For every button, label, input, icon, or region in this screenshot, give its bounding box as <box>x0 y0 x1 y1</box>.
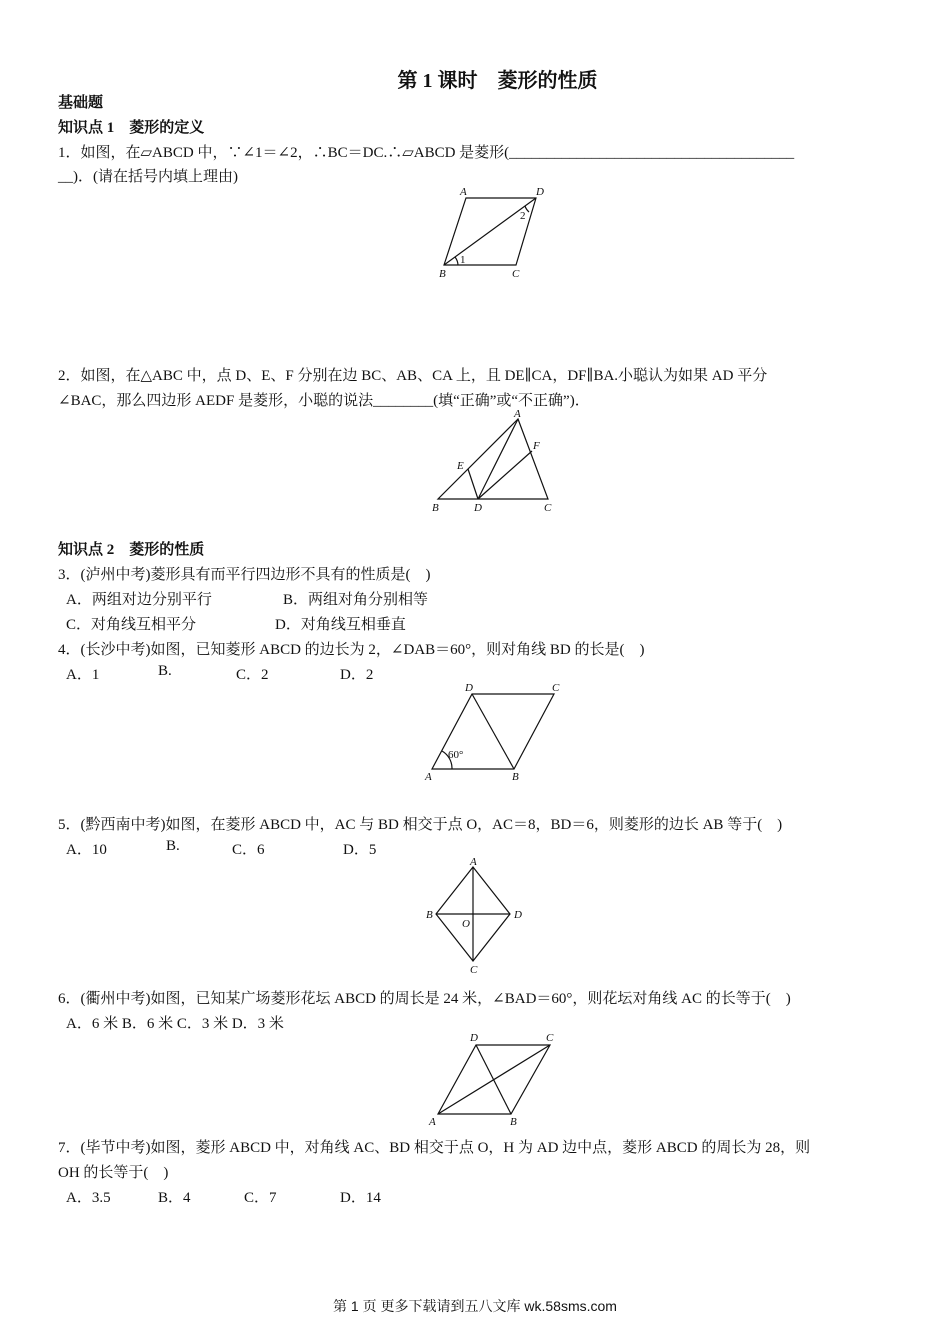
question-6-figure <box>424 1029 564 1131</box>
angle-1-arc <box>455 257 458 265</box>
question-3-option-c: C．对角线互相平分 <box>66 617 197 633</box>
label-f: F <box>533 440 540 452</box>
label-o: O <box>462 918 470 930</box>
question-7-line-2: OH 的长等于( ) <box>58 1165 169 1181</box>
page-footer: 第 1 页 更多下载请到五八文库 wk.58sms.com <box>333 1298 617 1314</box>
question-5-stem: 5．(黔西南中考)如图，在菱形 ABCD 中，AC 与 BD 相交于点 O，AC＝8，BD＝6，则菱形的边长 AB 等于( ) <box>58 817 783 833</box>
question-2-figure <box>428 405 563 517</box>
question-5-option-c: C．6 <box>232 842 265 858</box>
question-6-stem: 6．(衢州中考)如图，已知某广场菱形花坛 ABCD 的周长是 24 米，∠BAD＝60°，则花坛对角线 AC 的长等于( ) <box>58 991 791 1007</box>
angle-2-arc <box>525 206 529 212</box>
segment-ad <box>478 419 518 499</box>
label-b: B <box>439 268 446 280</box>
segment-df <box>478 451 532 499</box>
label-d: D <box>474 502 482 514</box>
label-c: C <box>544 502 552 514</box>
label-a: A <box>470 856 477 868</box>
label-d: D <box>465 682 473 694</box>
label-d: D <box>470 1032 478 1044</box>
question-4-stem: 4．(长沙中考)如图，已知菱形 ABCD 的边长为 2，∠DAB＝60°，则对角线 BD 的长是( ) <box>58 642 645 658</box>
question-3-option-d: D．对角线互相垂直 <box>275 617 406 633</box>
question-3-stem: 3．(泸州中考)菱形具有而平行四边形不具有的性质是( ) <box>58 567 431 583</box>
question-4-option-d: D．2 <box>340 667 374 683</box>
knowledge-point-1-heading: 知识点 1 菱形的定义 <box>58 120 205 136</box>
knowledge-point-2-heading: 知识点 2 菱形的性质 <box>58 542 205 558</box>
question-7-option-c: C．7 <box>244 1190 277 1206</box>
segment-de <box>468 469 478 499</box>
diagonal-bd <box>444 198 536 265</box>
label-c: C <box>546 1032 554 1044</box>
diagonal-bd <box>476 1045 511 1114</box>
label-b: B <box>432 502 439 514</box>
question-3-option-a: A．两组对边分别平行 <box>66 592 212 608</box>
label-b: B <box>426 909 433 921</box>
question-4-option-c: C．2 <box>236 667 269 683</box>
label-b: B <box>510 1116 517 1128</box>
section-heading: 基础题 <box>58 95 104 111</box>
label-d: D <box>514 909 522 921</box>
question-7-line-1: 7．(毕节中考)如图，菱形 ABCD 中，对角线 AC、BD 相交于点 O，H 为 AD 边中点，菱形 ABCD 的周长为 28，则 <box>58 1140 811 1156</box>
label-a: A <box>460 186 467 198</box>
label-a: A <box>429 1116 436 1128</box>
page-title: 第 1 课时 菱形的性质 <box>397 70 598 92</box>
label-c: C <box>470 964 478 976</box>
question-1-figure <box>430 183 550 283</box>
question-4-option-b: B. <box>158 663 172 679</box>
question-1-line-1: 1．如图，在▱ABCD 中，∵∠1＝∠2，∴BC＝DC.∴▱ABCD 是菱形(______________________________________ <box>58 145 795 161</box>
question-3-option-b: B．两组对角分别相等 <box>283 592 429 608</box>
question-6-options: A．6 米 B．6 米 C．3 米 D．3 米 <box>66 1016 284 1032</box>
triangle-abc <box>438 419 548 499</box>
question-4-option-a: A．1 <box>66 667 100 683</box>
question-4-figure <box>422 680 572 786</box>
question-2-line-1: 2．如图，在△ABC 中，点 D、E、F 分别在边 BC、AB、CA 上，且 DE∥CA，DF∥BA.小聪认为如果 AD 平分 <box>58 368 768 384</box>
question-5-option-d: D．5 <box>343 842 377 858</box>
question-7-option-a: A．3.5 <box>66 1190 111 1206</box>
question-5-option-a: A．10 <box>66 842 107 858</box>
label-c: C <box>552 682 560 694</box>
question-5-option-b: B. <box>166 838 180 854</box>
question-7-option-d: D．14 <box>340 1190 381 1206</box>
label-c: C <box>512 268 520 280</box>
label-a: A <box>425 771 432 783</box>
label-angle-1: 1 <box>460 254 466 266</box>
question-2-line-2: ∠BAC，那么四边形 AEDF 是菱形，小聪的说法________(填“正确”或“不正确”)． <box>58 393 590 409</box>
label-a: A <box>514 408 521 420</box>
label-b: B <box>512 771 519 783</box>
label-angle: 60° <box>448 749 464 761</box>
label-d: D <box>536 186 544 198</box>
label-e: E <box>457 460 464 472</box>
diagonal-bd <box>472 694 514 769</box>
question-1-line-2: __)．(请在括号内填上理由) <box>58 169 238 185</box>
question-5-figure <box>422 855 532 980</box>
label-angle-2: 2 <box>520 210 526 222</box>
question-7-option-b: B．4 <box>158 1190 191 1206</box>
